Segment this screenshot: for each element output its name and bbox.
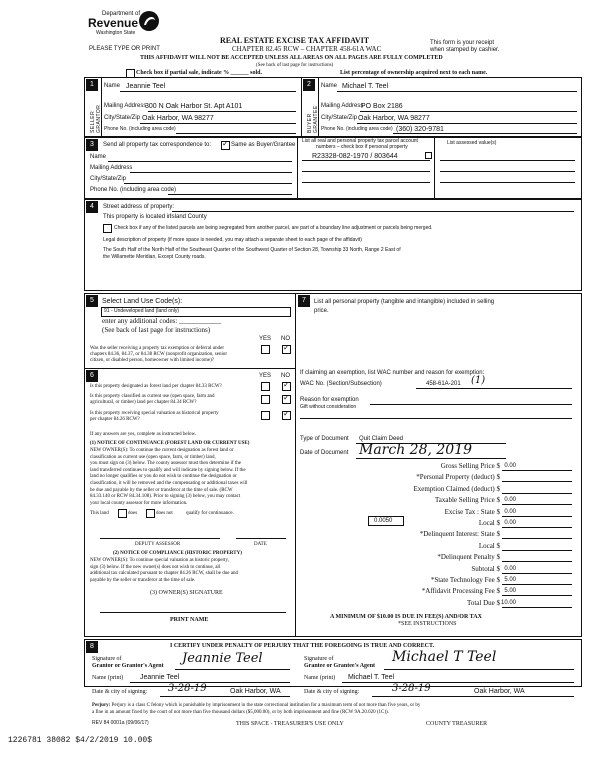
- section-1-badge: 1: [86, 79, 98, 91]
- s5-see-back: (See back of last page for instructions): [102, 326, 211, 334]
- located-in-label: This property is located in: [103, 214, 172, 220]
- buyer-mailing[interactable]: PO Box 2186: [361, 103, 403, 110]
- segregated-label: Check box if any of the listed parcels are being segregated from another parcel, are part of a boundary line adjustment or parcels being merged.: [114, 225, 433, 231]
- minimum-due-note: A MINIMUM OF $10.00 IS DUE IN FEE(S) AND/OR TAX: [330, 614, 482, 620]
- legal-desc-label: Legal description of property (if more space is needed, you may attach a separate sheet to each page of the affidavit): [103, 237, 362, 243]
- section-3-badge: 3: [86, 139, 98, 151]
- partial-sale-label: Check box if partial sale, indicate % ______ sold.: [136, 70, 263, 76]
- recording-stamp: 1226781 38082 $4/2/2019 10.00$: [8, 736, 153, 745]
- seller-side-label: SELLER GRANTOR: [90, 104, 102, 133]
- amount-value[interactable]: 5.00: [504, 577, 516, 583]
- current-use-no-checkbox[interactable]: [282, 395, 291, 404]
- seller-city-label: City/State/Zip: [104, 115, 141, 121]
- seller-city[interactable]: Oak Harbor, WA 98277: [142, 115, 214, 122]
- current-use-q-1: Is this property classified as current use (open space, farm and: [90, 394, 215, 399]
- notice1-line: 84.33.140 or RCW 84.34.108). Prior to signing (3) below, you may contact: [90, 494, 241, 500]
- historic-no-checkbox[interactable]: [282, 411, 291, 420]
- personal-property-line1: List all personal property (tangible and intangible) included in selling: [314, 299, 495, 305]
- grantee-print-name[interactable]: Michael T. Teel: [348, 674, 395, 681]
- county-treasurer-label: COUNTY TREASURER: [426, 721, 488, 727]
- print-name-label: PRINT NAME: [170, 617, 209, 623]
- amount-line: [502, 538, 572, 539]
- amount-label: Subtotal $: [471, 564, 500, 573]
- deputy-assessor-label: DEPUTY ASSESSOR: [135, 542, 181, 547]
- seller-name[interactable]: Jeannie Teel: [126, 83, 166, 90]
- notice2-line: NEW OWNER(S): To continue special valuation as historic property,: [90, 558, 229, 563]
- amount-value[interactable]: 0.00: [504, 520, 516, 526]
- notice1-line: classification, it will be removed and the compensating or additional taxes will: [90, 481, 248, 486]
- amount-line: [502, 595, 572, 596]
- s3-mailing-label: Mailing Address: [90, 165, 133, 171]
- legal-desc-2[interactable]: the Willamette Meridian, Except County roads.: [103, 254, 206, 260]
- wac-handwritten[interactable]: (1): [471, 375, 486, 386]
- reason-value[interactable]: Gift without consideration: [300, 404, 357, 410]
- amount-label: Total Due $: [467, 598, 500, 607]
- if-yes-note: If any answers are yes, complete as instructed below.: [90, 432, 197, 437]
- receipt-line1: This form is your receipt: [430, 40, 495, 46]
- dor-swirl-icon: [138, 10, 160, 32]
- ownership-note: List percentage of ownership acquired next to each name.: [340, 70, 488, 76]
- section-4-badge: 4: [86, 201, 98, 213]
- s6-yes: YES: [259, 373, 272, 379]
- amount-label: Excise Tax : State $: [444, 507, 500, 516]
- same-as-buyer-label: Same as Buyer/Grantee: [231, 142, 296, 148]
- notice1-line: you must sign on (3) below. The county assessor must then determine if the: [90, 461, 241, 467]
- section-2-badge: 2: [303, 79, 315, 91]
- amount-label: *State Technology Fee $: [430, 576, 500, 584]
- notice2-line: payable by the seller or transferor at the time of sale.: [90, 577, 196, 583]
- perjury-line1: [92, 703, 420, 708]
- sig-grantor-label-2: Grantor or Grantor's Agent: [92, 663, 164, 669]
- dor-logo: [88, 10, 160, 44]
- s3-name-label: Name: [90, 154, 107, 160]
- see-back-header: (See back of last page for instructions): [256, 63, 334, 68]
- seller-phone-label: Phone No. (including area code): [104, 126, 176, 132]
- legal-desc-1[interactable]: The South Half of the North Half of the Southeast Quarter of the Southwest Quarter of Section 28, Township 33 North, Range 2 East of: [103, 247, 401, 253]
- form-warning: THIS AFFIDAVIT WILL NOT BE ACCEPTED UNLESS ALL AREAS ON ALL PAGES ARE FULLY COMPLETED: [140, 55, 443, 61]
- seller-mailing-label: Mailing Address: [104, 103, 147, 109]
- section-6-badge: 6: [86, 370, 98, 382]
- grantor-print-label: Name (print): [92, 675, 124, 681]
- land-use-value: 91 - Undeveloped land (land only): [104, 308, 180, 314]
- notice1-line: be due and payable by the seller or transferor at the time of sale. (RCW: [90, 487, 233, 493]
- amount-label: Local $: [478, 519, 500, 527]
- exemption-claim-label: If claiming an exemption, list WAC number and reason for exemption:: [300, 370, 485, 376]
- notice1-line: NEW OWNER(S): To continue the current designation as forest land or: [90, 448, 234, 453]
- amount-value[interactable]: 0.00: [504, 565, 516, 572]
- amount-line: [502, 516, 572, 517]
- form-title: REAL ESTATE EXCISE TAX AFFIDAVIT: [220, 36, 370, 45]
- amount-label: *Delinquent Penalty $: [437, 553, 500, 562]
- forest-question: Is this property designated as forest land per chapter 84.33 RCW?: [90, 384, 222, 389]
- grantee-date-label: Date & city of signing:: [304, 689, 360, 695]
- amount-line: [502, 573, 572, 574]
- local-rate-value: 0.0050: [374, 518, 393, 524]
- certify-statement: I CERTIFY UNDER PENALTY OF PERJURY THAT THE FOREGOING IS TRUE AND CORRECT.: [170, 643, 435, 649]
- buyer-phone-label: Phone No. (including area code): [321, 126, 393, 132]
- seller-mailing[interactable]: 300 N Oak Harbor St. Apt A101: [145, 103, 243, 110]
- current-use-q-2: agricultural, or timber) land per chapter 84.34 RCW?: [90, 400, 197, 405]
- historic-q-1: Is this property receiving special valuation as historical property: [90, 411, 219, 416]
- dept-line2: Revenue: [88, 16, 139, 30]
- additional-codes: enter any additional codes: ____________: [102, 317, 221, 325]
- please-type: PLEASE TYPE OR PRINT: [89, 46, 160, 52]
- grantor-signature[interactable]: Jeannie Teel: [182, 651, 263, 666]
- amount-line: [502, 504, 572, 505]
- land-use-select[interactable]: [101, 307, 291, 317]
- grantee-sign-city[interactable]: Oak Harbor, WA: [474, 688, 525, 695]
- section-4-box: [84, 199, 582, 291]
- wac-label: WAC No. (Section/Subsection): [300, 381, 382, 387]
- segregated-checkbox[interactable]: [103, 224, 112, 233]
- amount-value[interactable]: 0.00: [504, 508, 516, 515]
- amount-label: *Affidavit Processing Fee $: [421, 587, 500, 596]
- parcel-header-1: List all real and personal property tax parcel account: [302, 138, 418, 144]
- wac-value[interactable]: 458-61A-201: [426, 381, 461, 387]
- deferral-line3: citizen, or disabled person, homeowner with limited income)?: [90, 358, 214, 363]
- notice1-line: land transferred continues to qualify and will indicate by signing below. If the: [90, 467, 246, 473]
- buyer-city-label: City/State/Zip: [321, 115, 358, 121]
- doc-type-value[interactable]: Quit Claim Deed: [359, 436, 404, 442]
- notice2-title: (2) NOTICE OF COMPLIANCE (HISTORIC PROPERTY): [113, 551, 242, 556]
- amount-line: [502, 561, 572, 562]
- amount-line: [502, 470, 572, 471]
- grantor-sign-date[interactable]: 3-28-19: [168, 683, 207, 694]
- section-5-badge: 5: [86, 295, 98, 307]
- buyer-city[interactable]: Oak Harbor, WA 98277: [358, 115, 430, 122]
- grantee-print-label: Name (print): [304, 675, 336, 681]
- amount-label: Exemption Claimed (deduct) $: [413, 484, 500, 493]
- county-name[interactable]: Island County: [170, 214, 207, 220]
- amount-line: [502, 584, 572, 585]
- doc-type-label: Type of Document: [300, 436, 349, 442]
- deputy-date-label: DATE: [254, 542, 267, 547]
- land-use-label: Select Land Use Code(s):: [102, 298, 183, 305]
- notice2-line: additional tax calculated pursuant to chapter 84.26 RCW, shall be due and: [90, 571, 238, 577]
- street-address-label: Street address of property:: [103, 204, 175, 210]
- seller-name-label: Name: [104, 83, 121, 89]
- notice1-line: classification as current use (open space, farm, or timber) land,: [90, 454, 216, 460]
- current-use-yes-checkbox[interactable]: [261, 395, 270, 404]
- doc-date-label: Date of Document: [300, 450, 349, 456]
- amount-label: *Delinquent Interest: State $: [419, 530, 500, 539]
- buyer-mailing-label: Mailing Address: [321, 103, 364, 109]
- buyer-side-label: BUYER GRANTEE: [307, 105, 319, 133]
- dept-line1: Department of: [102, 11, 141, 17]
- s5-no: NO: [281, 336, 290, 342]
- notice2-line: sign (3) below. If the new owner(s) does not wish to continue, all: [90, 564, 221, 570]
- receipt-line2: when stamped by cashier.: [430, 47, 500, 53]
- dept-line3: Washington State: [96, 30, 136, 36]
- notice1-line: land no longer qualifies or you do not wish to continue the designation or: [90, 474, 237, 480]
- forest-yes-checkbox[interactable]: [261, 382, 270, 391]
- amount-label: *Personal Property (deduct) $: [416, 473, 500, 482]
- forest-no-checkbox[interactable]: [282, 382, 291, 391]
- owner-signature-label: (3) OWNER(S) SIGNATURE: [150, 590, 223, 596]
- reason-label: Reason for exemption: [300, 397, 359, 403]
- perjury-text-1: Perjury is a class C felony which is punishable by imprisonment in the state correctional institution for a maximum term of not more than five years, or by: [110, 703, 421, 708]
- s6-no: NO: [281, 373, 290, 379]
- does-not-checkbox[interactable]: [146, 509, 155, 518]
- amount-line: [502, 481, 572, 482]
- amount-line: [502, 607, 572, 608]
- historic-q-2: per chapter 84.26 RCW?: [90, 417, 140, 422]
- amount-value[interactable]: 0.00: [504, 463, 516, 469]
- grantor-date-label: Date & city of signing:: [92, 689, 148, 695]
- sig-grantor-label-1: Signature of: [92, 656, 122, 662]
- form-chapter: CHAPTER 82.45 RCW – CHAPTER 458-61A WAC: [232, 45, 382, 53]
- parcel-number[interactable]: R23328-082-1970 / 803644: [312, 153, 398, 160]
- qualify-label: qualify for continuance.: [186, 511, 234, 516]
- amount-value[interactable]: 5.00: [504, 588, 516, 595]
- section-8-badge: 8: [86, 641, 98, 653]
- local-rate-box[interactable]: [368, 516, 404, 526]
- treasurer-use-label: THIS SPACE - TREASURER'S USE ONLY: [236, 721, 344, 727]
- amount-value[interactable]: 10.00: [500, 599, 516, 606]
- send-correspondence-label: Send all property tax correspondence to:: [103, 142, 212, 148]
- personal-property-line2: price.: [314, 308, 329, 314]
- amount-line: [502, 550, 572, 551]
- personal-property-checkbox[interactable]: [425, 152, 432, 159]
- s3-phone-label: Phone No. (including area code): [90, 187, 177, 193]
- this-land-label: This land: [90, 511, 109, 516]
- amount-value[interactable]: 0.00: [504, 497, 516, 504]
- buyer-name-label: Name: [321, 83, 338, 89]
- does-checkbox[interactable]: [118, 509, 127, 518]
- grantor-print-name[interactable]: Jeannie Teel: [140, 674, 180, 681]
- doc-date-value[interactable]: March 28, 2019: [359, 442, 473, 458]
- buyer-phone[interactable]: (360) 320-9781: [396, 126, 444, 133]
- sig-grantee-label-1: Signature of: [304, 656, 334, 662]
- buyer-name[interactable]: Michael T. Teel: [342, 83, 389, 90]
- deferral-yes-checkbox[interactable]: [261, 345, 270, 354]
- amount-label: Local $: [478, 541, 500, 550]
- s3-city-label: City/State/Zip: [90, 176, 127, 182]
- perjury-line2: a fine in an amount fixed by the court of not more than five thousand dollars ($5,000.00), or by both imprisonment and fine (RCW 9A.20.020 (1C)).: [92, 710, 389, 715]
- notice1-line: your local county assessor for more information.: [90, 500, 188, 506]
- grantor-sign-city[interactable]: Oak Harbor, WA: [230, 688, 281, 695]
- deferral-line1: Was the seller receiving a property tax exemption or deferral under: [90, 346, 224, 351]
- section-7-badge: 7: [298, 295, 310, 307]
- amount-label: Taxable Selling Price $: [434, 496, 500, 505]
- notice1-title: (1) NOTICE OF CONTINUANCE (FOREST LAND OR CURRENT USE): [90, 441, 250, 446]
- deferral-no-checkbox[interactable]: [282, 345, 291, 354]
- does-label: does: [128, 511, 138, 516]
- amount-label: Gross Selling Price $: [440, 462, 500, 470]
- perjury-bold: Perjury:: [92, 703, 111, 708]
- see-instructions-note: *SEE INSTRUCTIONS: [398, 621, 457, 627]
- rev-number: REV 84 0001a (09/06/17): [92, 720, 149, 726]
- sig-grantee-label-2: Grantee or Grantee's Agent: [304, 663, 376, 669]
- parcel-header-2: numbers – check box if personal property: [316, 144, 408, 150]
- same-as-buyer-checkbox[interactable]: [221, 141, 230, 150]
- historic-yes-checkbox[interactable]: [261, 411, 270, 420]
- grantee-sign-date[interactable]: 3-28-19: [392, 683, 431, 694]
- deferral-line2: chapters 84.36, 84.37, or 84.38 RCW (nonprofit organization, senior: [90, 352, 228, 357]
- s5-yes: YES: [259, 336, 272, 342]
- amount-line: [502, 493, 572, 494]
- assessed-header: List assessed value(s): [447, 140, 497, 146]
- amount-line: [502, 527, 572, 528]
- does-not-label: does not: [156, 511, 173, 516]
- grantee-signature[interactable]: Michael T Teel: [392, 649, 497, 665]
